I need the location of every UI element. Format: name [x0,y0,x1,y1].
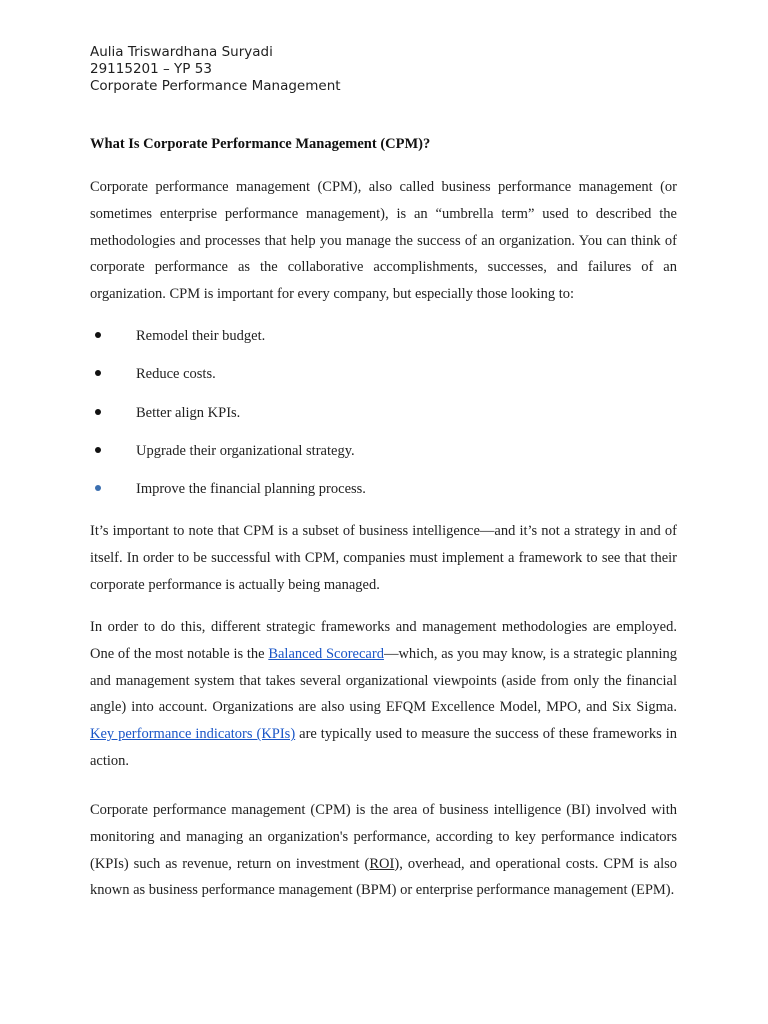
paragraph-text: —which, as you may know, is a strategic planning and management system that takes several organizational viewpoints (aside from only the financial angle) into account. Organizations are also using EFQM Excellence Model, MPO, and Six Sigma. [90,645,677,716]
balanced-scorecard-link[interactable]: Balanced Scorecard [268,645,384,662]
paragraph-text: Corporate performance management (CPM) is the area of business intelligence (BI) involved with monitoring and managing an organization's performance, according to key performance indicators (KPIs) such as revenue, return on investment ( [90,802,677,872]
list-item-text: Better align KPIs. [136,404,241,421]
list-item [90,323,677,361]
course-name: Corporate Performance Management [90,78,341,94]
list-item [90,476,677,514]
list-item-text: Upgrade their organizational strategy. [136,442,355,459]
bullet-icon [95,370,101,376]
paragraph-text: In order to do this, different strategic frameworks and management methodologies are employed. One of the most notable is the [90,619,677,662]
list-item [90,400,677,438]
paragraph-text: ), overhead, and operational costs. CPM is also known as business performance management (BPM) or enterprise performance management (EPM). [90,855,677,899]
bullet-icon [95,485,101,491]
paragraph-intro: Corporate performance management (CPM), also called business performance management (or sometimes enterprise performance management), is an “umbrella term” used to described the methodologies and processes that help you manage the success of an organization. You can think of corporate performance as the collaborative accomplishments, successes, and failures of an organization. CPM is important for every company, but especially those looking to: [90,179,677,303]
list-item-text: Improve the financial planning process. [136,481,366,498]
paragraph-frameworks [90,614,677,775]
list-item-text: Remodel their budget. [136,328,266,344]
bullet-list [90,323,677,514]
paragraph-text: are typically used to measure the success of these frameworks in action. [90,726,678,769]
document-title: What Is Corporate Performance Management (CPM)? [90,136,431,152]
bullet-icon [95,447,101,453]
paragraph-subset: It’s important to note that CPM is a subset of business intelligence—and it’s not a strategy in and of itself. In order to be successful with CPM, companies must implement a framework to see that their corporate performance is actually being managed. [90,523,677,593]
bullet-icon [95,332,101,338]
list-item [90,438,677,476]
list-item-text: Reduce costs. [136,366,216,383]
kpi-link[interactable]: Key performance indicators (KPIs) [90,726,296,743]
bullet-icon [95,409,101,415]
roi-term: ROI [369,855,395,872]
paragraph-definition [90,797,677,904]
list-item [90,361,677,399]
document-header [90,44,341,95]
student-id: 29115201 – YP 53 [90,61,212,77]
author-name: Aulia Triswardhana Suryadi [90,44,273,60]
